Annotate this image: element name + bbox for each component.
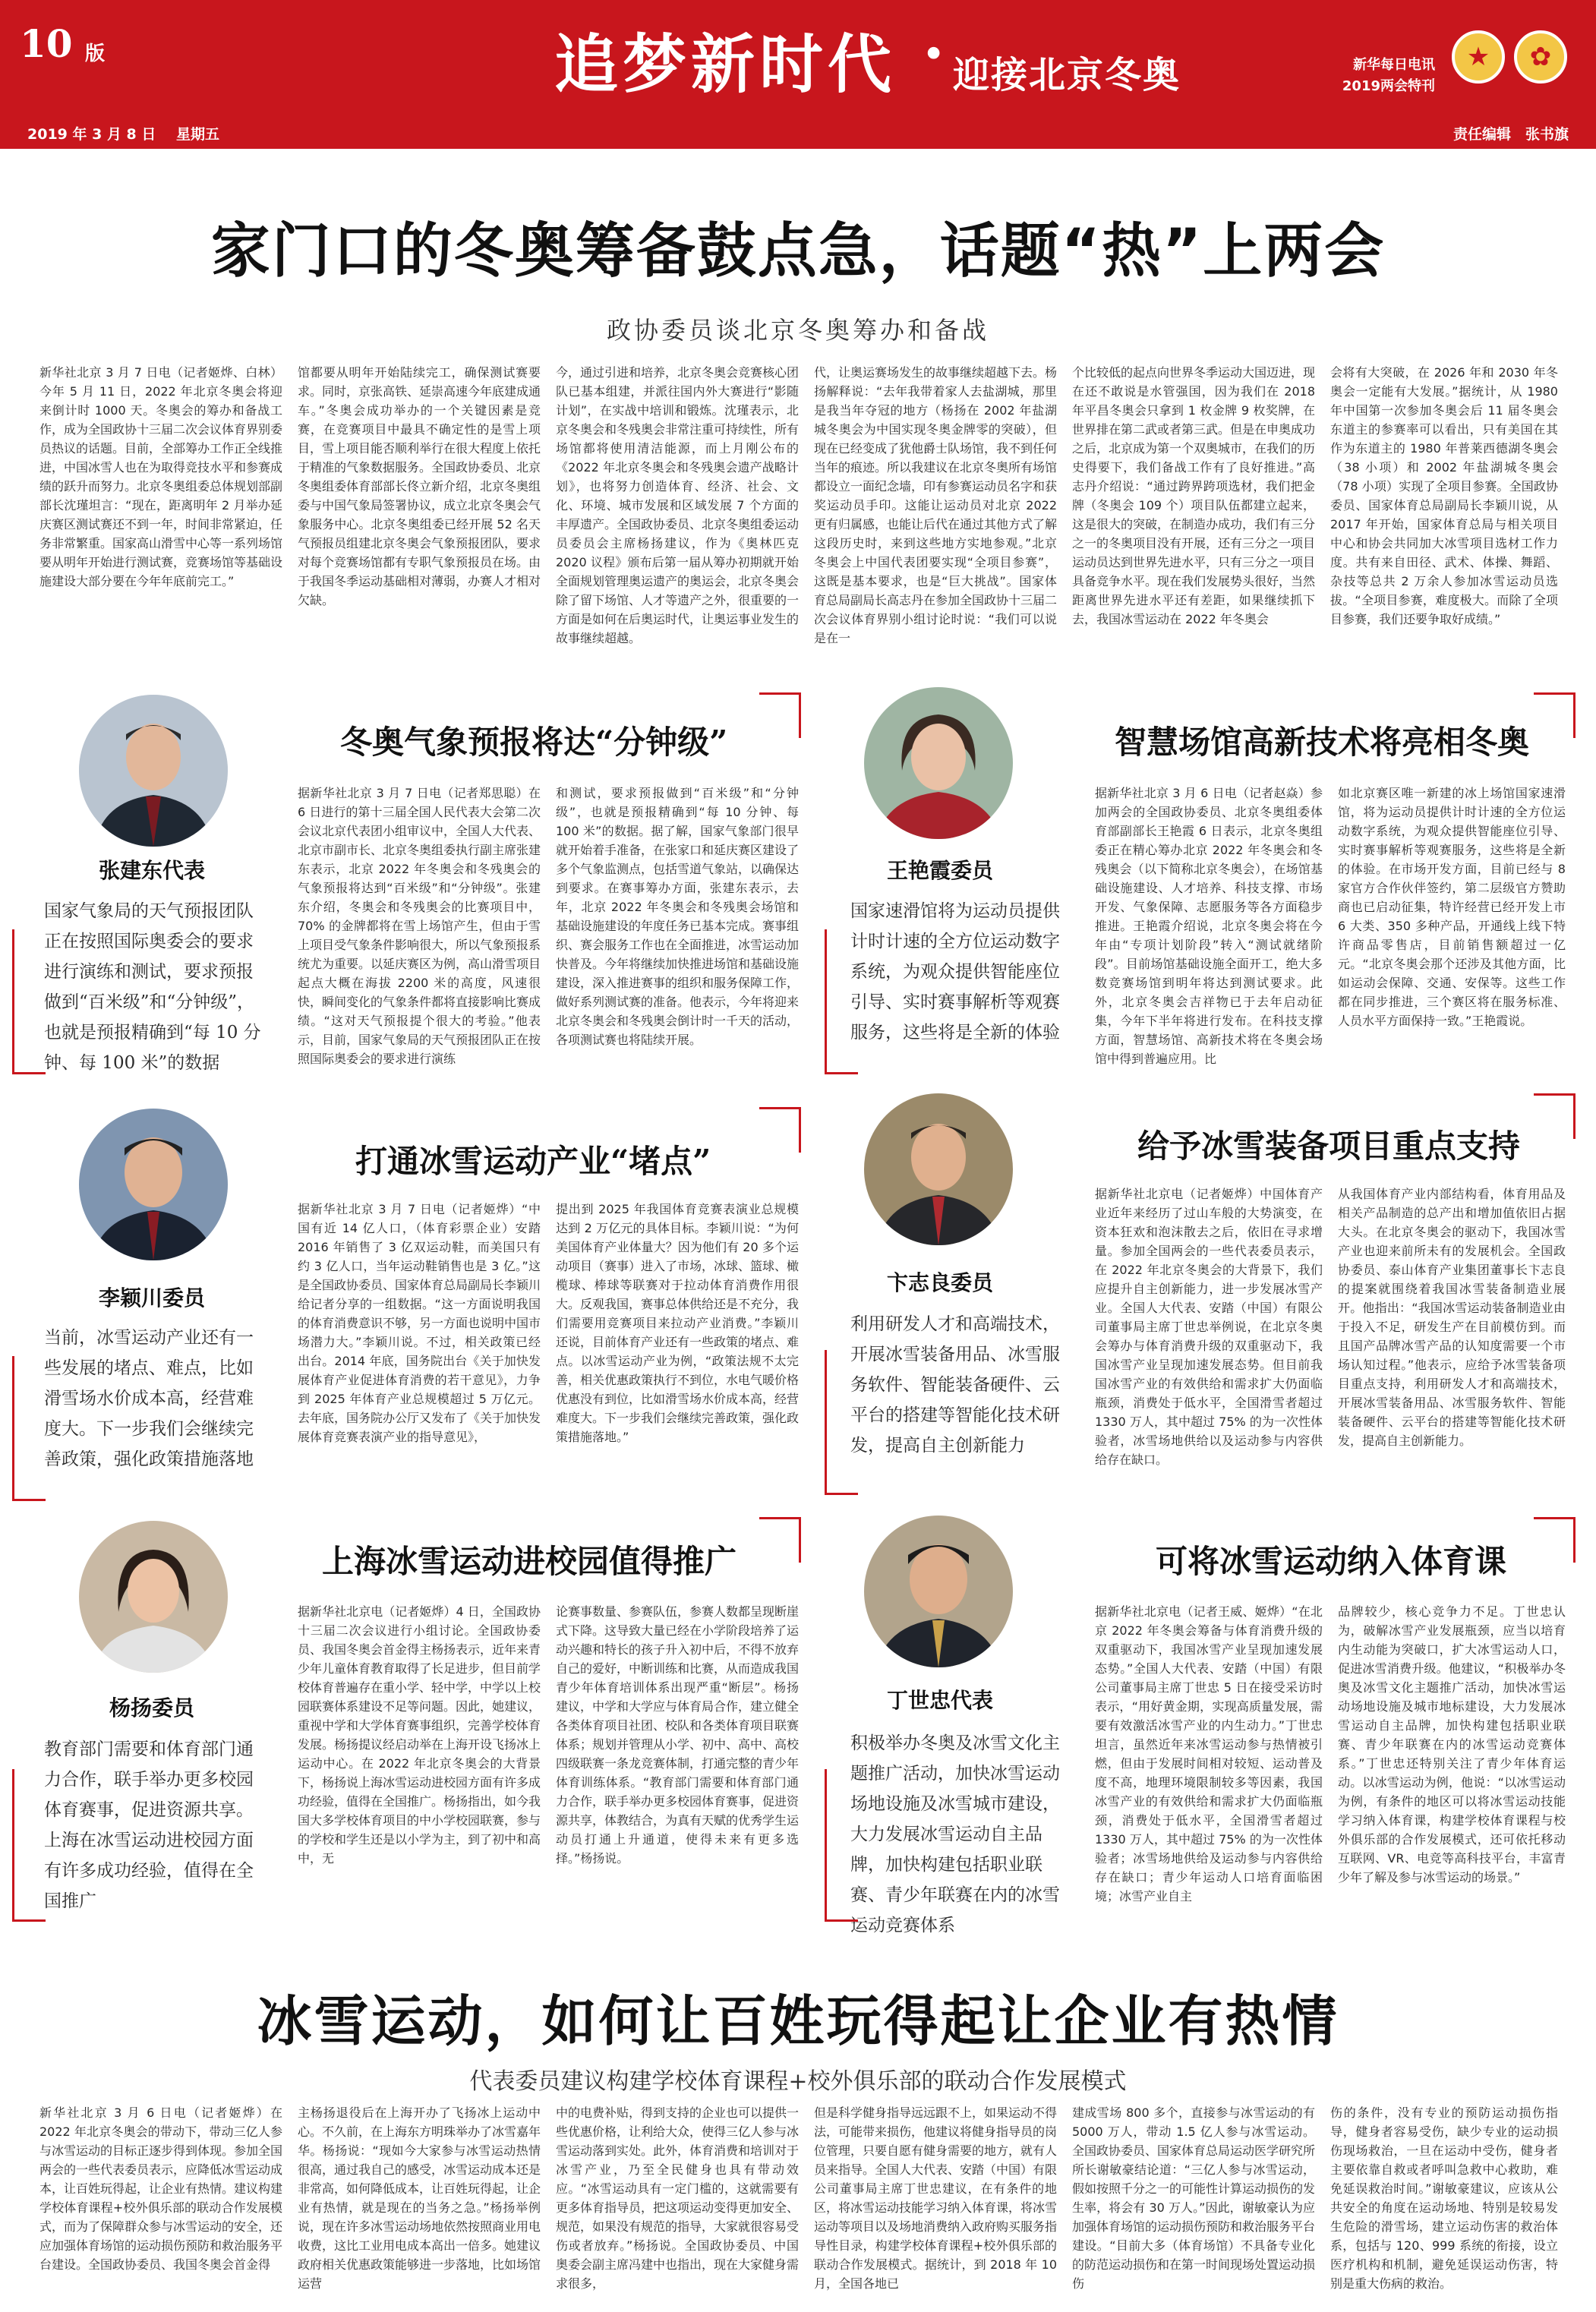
dateline-bar [0,114,1596,149]
person-caption: 李颖川委员 [98,1285,205,1311]
section-title: 冬奥气象预报将达“分钟级” [340,724,728,761]
main-column: 个比较低的起点向世界冬季运动大国迈进，现在还不敢说是水管强国，因为我们在 2018 年平昌冬奥会只拿到 1 枚金牌 9 枚奖牌，在世界排在第二武或者第三武。但是在申奥成功之后，北京成为第一个双奥城市，在我们的历史得要下，我们备战工作有了良好推进。”高志丹介绍说：“通过跨界跨项选材，我们把金牌（冬奥会 109 个）项目队伍都建立起来，这是很大的突破，在制造办成功，我们有三分之一的冬奥项目没有开展，还有三分之一项目运动员达到世界先进水平，只有三分之一项目具备竞争水平。现在我们发展势头很好，当然距离世界先进水平还有差距，如果继续抓下去，我国冰雪运动在 2022 年冬奥会 [1072,365,1315,626]
bottom-column: 主杨扬退役后在上海开办了飞扬冰上运动中心。不久前，在上海东方明珠举办了冰雪嘉年华。杨扬说：“现如今大家参与冰雪运动热情很高，通过我自己的感受，冰雪运动成本还是非常高，如何降低成本，让百姓玩得起，让企业有热情，就是现在的当务之急。”杨扬举例说，现在许多冰雪运动场地依然按照商业用电收费，这比工业用电成本高出一倍多。她建议政府相关优惠政策能够进一步落地，比如场馆运营 [298,2105,541,2291]
page-number: 10 [20,21,73,66]
pull-quote: 国家速滑馆将为运动员提供计时计速的全方位运动数字系统，为观众提供智能座位引导、实时赛事解析等观赛服务，这些将是全新的体验 [850,901,1060,1042]
main-headline: 家门口的冬奥筹备鼓点急，话题“热”上两会 [210,217,1386,285]
section-column: 据新华社北京 3 月 6 日电（记者赵焱）参加两会的全国政协委员、北京冬奥组委体育部副部长王艳霞 6 日表示，北京冬奥组委正在精心筹办北京 2022 年冬奥会和冬残奥会（以下简称北京冬奥会），在场馆基础设施建设、人才培养、科技支撑、市场开发、气象保障、志愿服务等各方面稳步推进。王艳霞介绍说，北京冬奥会将在今年由“专项计划阶段”转入“测试就绪阶段”。目前场馆基础设施全面开工，绝大多数竞赛场馆到明年将达到测试要求。此外，北京冬奥会吉祥物已于去年启动征集，今年下半年将进行发布。在科技支撑方面，智慧场馆、高新技术将在冬奥会场馆中得到普遍应用。比 [1095,786,1323,1066]
issue-weekday: 星期五 [176,126,220,143]
main-column: 代，让奥运赛场发生的故事继续超越下去。杨扬解释说：“去年我带着家人去盐湖城，那里是我当年夺冠的地方（杨扬在 2002 年盐湖城冬奥会为中国实现冬奥金牌零的突破），但现在已经变成了犹他爵士队场馆，我不到任何当年的痕迹。所以我建议在北京冬奥所有场馆都设立一面纪念墙，印有参赛运动员名字和获奖运动员手印。这能让运动员对北京 2022 更有归属感，也能让后代在通过其他方式了解这段历史时，来到这些地方实地参观。”北京冬奥会上中国代表团要实现“全项目参赛”，这既是基本要求，也是“巨大挑战”。国家体育总局副局长高志丹在参加全国政协十三届二次会议体育界别小组讨论时说：“我们可以说是在一 [814,365,1057,645]
section-column: 从我国体育产业内部结构看，体育用品及相关产品制造的总产出和增加值依旧占据大头。在北京冬奥会的驱动下，我国冰雪产业也迎来前所未有的发展机会。全国政协委员、泰山体育产业集团董事长卞志良的提案就围绕着我国冰雪装备制造业展开。他指出：“我国冰雪运动装备制造业由于投入不足，研发生产在目前模仿到。而且国产品牌冰雪产品的认知度需要一个市场认知过程。”他表示，应给予冰雪装备项目重点支持，利用研发人才和高端技术，开展冰雪装备用品、冰雪服务软件、智能装备硬件、云平台的搭建等智能化技术研发，提高自主创新能力。 [1338,1187,1566,1448]
accent-rule [1573,1517,1575,1563]
section-column: 据新华社北京电（记者姬烨）4 日，全国政协十三届二次会议进行小组讨论。全国政协委员、我国冬奥会首金得主杨扬表示，近年来青少年儿童体育教育取得了长足进步，但目前学校体育普遍存在重小学、轻中学，中学以上校园联赛体系建设不足等问题。因此，她建议，重视中学和大学体育赛事组织，完善学校体育发展。杨扬提议经启动举在上海开设飞扬冰上运动中心。在 2022 年北京冬奥会的大背景下，杨扬说上海冰雪运动进校园方面有许多成功经验，值得在全国推广。杨扬指出，如今我国大多学校体育项目的中小学校园联赛，参与的学校和学生还是以小学为主，到了初中和高中，无 [298,1604,541,1866]
accent-bar [825,1493,858,1495]
section-column: 如北京赛区唯一新建的冰上场馆国家速滑馆，将为运动员提供计时计速的全方位运动数字系统，为观众提供智能座位引导、实时赛事解析等观赛服务，这些将是全新的体验。在市场开发方面，目前已经与 8 家官方合作伙伴签约，第二层级官方赞助商也已启动征集，特许经营已经开发上市 6 大类、350 多种产品，开通线上线下特许商品零售店，目前销售额超过一亿元。“北京冬奥会那个还涉及其他方面，比如运动会保障、交通、安保等。这些工作都在同步推进，三个赛区将在服务标准、人员水平方面保持一致。”王艳霞说。 [1338,786,1566,1028]
section-title: 智慧场馆高新技术将亮相冬奥 [1115,724,1530,761]
ding-shizhong-photo [864,1516,1013,1667]
accent-bar [1534,692,1575,695]
wang-yanxia-photo [864,687,1013,839]
accent-bar [759,1107,801,1109]
section-column: 据新华社北京 3 月 7 日电（记者姬烨）“中国有近 14 亿人口，（体育彩票企业）安踏 2016 年销售了 3 亿双运动鞋，而美国只有约 3 亿人口，当年运动鞋销售也是 3 亿。”这是全国政协委员、国家体育总局副局长李颖川给记者分享的一组数据。“这一方面说明我国的体育消费意识不够，另一方面也说明中国市场潜力大。”李颖川说。不过，相关政策已经出台。2014 年底，国务院出台《关于加快发展体育产业促进体育消费的若干意见》，力争到 2025 年体育产业总规模超过 5 万亿元。去年底，国务院办公厅又发布了《关于加快发展体育竞赛表演产业的指导意见》， [298,1202,541,1444]
bian-zhiliang-photo [864,1093,1013,1245]
section-column: 品牌较少，核心竞争力不足。丁世忠认为，破解冰雪产业发展瓶颈，应当以培育内生动能为突破口，扩大冰雪运动人口，促进冰雪消费升级。他建议，“积极举办冬奥及冰雪文化主题推广活动，加快冰雪运动场地设施及城市地标建设，大力发展冰雪运动自主品牌，加快构建包括职业联赛、青少年联赛在内的冰雪运动竞赛体系。”丁世忠还特别关注了青少年体育运动。以冰雪运动为例，他说：“以冰雪运动为例，有条件的地区可以将冰雪运动技能学习纳入体育课，构建学校体育课程与校外俱乐部的合作发展模式，还可依托移动互联网、VR、电竞等高科技平台，丰富青少年了解及参与冰雪运动的场景。” [1338,1604,1566,1885]
yang-yang-photo [79,1521,228,1673]
accent-rule [799,1517,801,1563]
main-subhead: 政协委员谈北京冬奥筹办和备战 [606,316,989,345]
person-caption: 张建东代表 [98,858,205,883]
accent-bar [12,1919,46,1922]
accent-rule [825,929,827,1074]
brand-line-2: 2019两会特刊 [1342,78,1435,94]
editor-credit: 责任编辑 张书旗 [1452,126,1569,143]
masthead-title: 追梦新时代 [554,27,897,102]
main-column: 新华社北京 3 月 7 日电（记者姬烨、白林）今年 5 月 11 日，2022 年北京冬奥会将迎来倒计时 1000 天。冬奥会的筹办和备战工作，成为全国政协十三届二次会议体育界别委员热议的话题。目前，全部筹办工作正全线推进，中国冰雪人也在为取得竞技水平和参赛成绩的跃升而努力。北京冬奥组委总体规划部副部长沈瑾坦言：“现在，距离明年 2 月举办延庆赛区测试赛还不到一年，时间非常紧迫，任务非常繁重。国家高山滑雪中心等一系列场馆要从明年开始进行测试赛，竞赛场馆等基础设施建设大部分要在今年年底前完工。” [39,365,282,588]
page-unit: 版 [85,43,106,65]
zhang-jiandong-photo [79,695,228,847]
pull-quote: 当前，冰雪运动产业还有一些发展的堵点、难点，比如滑雪场水价成本高，经营难度大。下一步我们会继续完善政策，强化政策措施落地 [44,1328,254,1469]
person-caption: 杨扬委员 [109,1695,194,1721]
accent-bar [759,692,801,695]
issue-date: 2019 年 3 月 8 日 [27,126,156,143]
accent-rule [825,1769,827,1921]
main-column: 会将有大突破，在 2026 年和 2030 年冬奥会一定能有大发展。”据统计，从 1980 年中国第一次参加冬奥会后 11 届冬奥会东道主的参赛率可以看出，只有美国在其作为东道主的 1980 年普莱西德湖冬奥会（38 小项）和 2002 年盐湖城冬奥会（78 小项）实现了全项目参赛。全国政协委员、国家体育总局副局长李颖川说，从 2017 年开始，国家体育总局与相关项目中心和协会共同加大冰雪项目选材工作力度。共有来自田径、武术、体操、舞蹈、杂技等总共 2 万余人参加冰雪运动员选拔。“全项目参赛，难度极大。而除了全项目参赛，我们还要争取好成绩。” [1330,365,1558,626]
section-column: 论赛事数量、参赛队伍，参赛人数都呈现断崖式下降。这导致大量已经在小学阶段培养了运动兴趣和特长的孩子升入初中后，不得不放弃自己的爱好，中断训练和比赛，从而造成我国青少年体育培训体系出现严重“断层”。杨扬建议，中学和大学应与体育局合作，建立健全各类体育项目社团、校队和各类体育项目联赛体系；规划并管理从小学、初中、高中、高校四级联赛一条龙竞赛体制，打通完整的青少年体育训练体系。“教育部门需要和体育部门通力合作，联手举办更多校园体育赛事，促进资源共享，体教结合，为真有天赋的优秀学生运动员打通上升通道，使得未来有更多选择。”杨扬说。 [556,1604,799,1866]
bottom-column: 新华社北京 3 月 6 日电（记者姬烨）在 2022 年北京冬奥会的带动下，带动三亿人参与冰雪运动的目标正逐步得到体现。参加全国两会的一些代表委员表示，应降低冰雪运动成本，让百姓玩得起，让企业有热情。建议构建学校体育课程+校外俱乐部的联动合作发展模式，而为了保障群众参与冰雪运动的安全，还应加强体育场馆的运动损伤预防和救治服务平台建设。全国政协委员、我国冬奥会首金得 [39,2105,282,2272]
pull-quote: 利用研发人才和高端技术，开展冰雪装备用品、冰雪服务软件、智能装备硬件、云平台的搭建等智能化技术研发，提高自主创新能力 [850,1314,1060,1456]
section-title: 给予冰雪装备项目重点支持 [1137,1128,1521,1165]
accent-rule [12,929,14,1074]
accent-bar [825,1072,858,1074]
bottom-subhead: 代表委员建议构建学校体育课程+校外俱乐部的联动合作发展模式 [469,2068,1127,2095]
main-column: 馆都要从明年开始陆续完工，确保测试赛要求。同时，京张高铁、延崇高速今年底建成通车。”冬奥会成功举办的一个关键因素是竞赛，在竞赛项目中最具不确定性的是雪上项目，雪上项目能否顺利举行在很大程度上依托于精准的气象数据服务。全国政协委员、北京冬奥组委体育部部长佟立新介绍，北京冬奥组委与中国气象局签署协议，成立北京冬奥会气象服务中心。北京冬奥组委已经开展 52 名天气预报员组建北京冬奥会气象预报团队，要求对每个竞赛场馆都有专职气象预报员在场。由于我国冬季运动基础相对薄弱，办赛人才相对欠缺。 [298,365,541,607]
accent-bar [759,1517,801,1519]
accent-bar [12,1499,46,1501]
bottom-column: 中的电费补贴，得到支持的企业也可以提供一些优惠价格，让利给大众，使得三亿人参与冰雪运动落到实处。此外，体育消费和培训对于冰雪产业，乃至全民健身也具有带动效应。“冰雪运动具有一定门槛的，这就需要有更多体育指导员，把这项运动变得更加安全、规范，如果没有规范的指导，大家就很容易受伤或者放弃。”杨扬说。全国政协委员、中国奥委会副主席冯建中也指出，现在大家健身需求很多， [556,2105,799,2291]
accent-rule [12,1356,14,1500]
section-column: 提出到 2025 年我国体育竞赛表演业总规模达到 2 万亿元的具体目标。李颖川说：“为何美国体育产业体量大？因为他们有 20 多个运动项目（赛事）进入了市场，冰球、篮球、橄榄球、棒球等联赛对于拉动体育消费作用很大。反观我国，赛事总体供给还是不充分，我们需要用竞赛项目来拉动产业消费。”李颖川还说，目前体育产业还有一些政策的堵点、难点。以冰雪运动产业为例，“政策法规不太完善，相关优惠政策执行不到位，水电气暖价格优惠没有到位，比如滑雪场水价成本高，经营难度大。下一步我们会继续完善政策，强化政策措施落地。” [556,1202,799,1444]
section-column: 据新华社北京 3 月 7 日电（记者郑思聪）在 6 日进行的第十三届全国人民代表大会第二次会议北京代表团小组审议中，全国人大代表、北京市副市长、北京冬奥组委执行副主席张建东表示，北京 2022 年冬奥会和冬残奥会的气象预报将达到“百米级”和“分钟级”。张建东介绍，冬奥会和冬残奥会的比赛项目中，70% 的金牌都将在雪上场馆产生，但由于雪上项目受气象条件影响很大，所以气象预报系统尤为重要。以延庆赛区为例，高山滑雪项目起点大概在海拔 2200 米的高度，风速很快，瞬间变化的气象条件都将直接影响比赛成绩。“这对天气预报提个很大的考验。”他表示，目前，国家气象局的天气预报团队正在按照国际奥委会的要求进行演练 [298,786,541,1066]
accent-bar [12,1072,46,1074]
main-column: 今，通过引进和培养，北京冬奥会竞赛核心团队已基本组建，并派往国内外大赛进行“影随计划”，在实战中培训和锻炼。沈瑾表示，北京冬奥会和冬残奥会非常注重可持续性，所有场馆都将使用清洁能源，而上月刚公布的《2022 年北京冬奥会和冬残奥会遗产战略计划》，也将努力创造体育、经济、社会、文化、环境、城市发展和区域发展 7 个方面的丰厚遗产。全国政协委员、北京冬奥组委运动员委员会主席杨扬建议，作为《奥林匹克 2020 议程》颁布后第一届从筹办初期就开始全面规划管理奥运遗产的奥运会，北京冬奥会除了留下场馆、人才等遗产之外，很重要的一方面是如何在后奥运时代，让奥运事业发生的故事继续超越。 [556,365,799,645]
section-column: 据新华社北京电（记者王威、姬烨）“在北京 2022 年冬奥会筹备与体育消费升级的双重驱动下，我国冰雪产业呈现加速发展态势。”全国人大代表、安踏（中国）有限公司董事局主席丁世忠 5 日在接受采访时表示，“用好黄金期，实现高质量发展，需要有效激活冰雪产业的内生动力。”丁世忠坦言，虽然近年来冰雪运动参与热情被引燃，但由于发展时间相对较短、运动普及度不高，地理环境限制较多等因素，我国冰雪产业的有效供给和需求扩大仍面临瓶颈，消费处于低水平，全国滑雪者超过 1330 万人，其中超过 75% 的为一次性体验者；冰雪场地供给及运动参与内容供给存在缺口；青少年运动人口培育面临困境；冰雪产业自主 [1095,1604,1323,1904]
masthead-separator: · [923,15,945,90]
pull-quote: 积极举办冬奥及冰雪文化主题推广活动，加快冰雪运动场地设施及冰雪城市建设，大力发展冰雪运动自主品牌，加快构建包括职业联赛、青少年联赛在内的冰雪运动竞赛体系 [850,1733,1060,1935]
li-yingchuan-photo [79,1109,228,1260]
cppcc-emblem-icon: ✿ [1514,30,1567,84]
accent-rule [12,1769,14,1921]
accent-bar [1534,1093,1575,1096]
section-title: 上海冰雪运动进校园值得推广 [322,1543,737,1580]
masthead-subtitle: 迎接北京冬奥 [953,54,1181,96]
person-caption: 王艳霞委员 [886,858,993,883]
pull-quote: 国家气象局的天气预报团队正在按照国际奥委会的要求进行演练和测试，要求预报做到“百米级”和“分钟级”，也就是预报精确到“每 10 分钟、每 100 米”的数据 [44,901,261,1073]
section-column: 据新华社北京电（记者姬烨）中国体育产业近年来经历了过山车般的大势演变，在资本狂欢和泡沫散去之后，依旧在寻求增量。参加全国两会的一些代表委员表示，在 2022 年北京冬奥会的大背景下，我们应提升自主创新能力，进一步发展冰雪产业。全国人大代表、安踏（中国）有限公司董事局主席丁世忠举例说，在北京冬奥会筹办与体育消费升级的双重驱动下，我国冰雪产业呈现加速发展态势。但目前我国冰雪产业的有效供给和需求扩大仍面临瓶颈，消费处于低水平，全国滑雪者超过 1330 万人，其中超过 75% 的为一次性体验者，冰雪场地供给以及运动参与内容供给存在缺口。 [1095,1187,1323,1467]
bottom-column: 伤的条件，没有专业的预防运动损伤指导，健身者容易受伤，缺少专业的运动损伤现场救治，一旦在运动中受伤，健身者主要依靠自救或者呼叫急救中心救助，难免延误救治时间。”谢敏豪建议，应该从公共安全的角度在运动场地、特别是较易发生危险的滑雪场，建立运动伤害的救治体系，包括与 120、999 系统的衔接，设立医疗机构和机制，避免延误运动伤害，特别是重大伤病的救治。 [1330,2105,1558,2291]
bottom-column: 但是科学健身指导远远跟不上，如果运动不得法，可能带来损伤，他建议将健身指导员的岗位管理，只要自愿有健身需要的地方，就有人员来指导。全国人大代表、安踏（中国）有限公司董事局主席丁世忠建议，在有条件的地区，将冰雪运动技能学习纳入体育课，将冰雪运动等项目以及场地消费纳入政府购买服务指导性目录，构建学校体育课程+校外俱乐部的联动合作发展模式。据统计，到 2018 年 10 月，全国各地已 [814,2105,1057,2291]
accent-rule [799,1107,801,1153]
bottom-headline: 冰雪运动，如何让百姓玩得起让企业有热情 [257,1989,1339,2053]
pull-quote: 教育部门需要和体育部门通力合作，联手举办更多校园体育赛事，促进资源共享。上海在冰雪运动进校园方面有许多成功经验，值得在全国推广 [44,1740,254,1911]
section-title: 可将冰雪运动纳入体育课 [1156,1543,1507,1580]
national-emblem-icon: ★ [1452,30,1505,84]
accent-bar [1534,1517,1575,1519]
accent-rule [1573,692,1575,738]
section-title: 打通冰雪运动产业“堵点” [355,1143,711,1180]
accent-rule [1573,1093,1575,1139]
person-caption: 丁世忠代表 [886,1688,993,1713]
brand-line-1: 新华每日电讯 [1353,57,1435,73]
section-column: 和测试，要求预报做到“百米级”和“分钟级”，也就是预报精确到“每 10 分钟、每 100 米”的数据。据了解，国家气象部门很早就开始着手准备，在张家口和延庆赛区建设了多个气象监测点，包括雪道气象站，以确保达到要求。在赛事筹办方面，张建东表示，去年，北京 2022 年冬奥会和冬残奥会场馆和基础设施建设的年度任务已基本完成。赛事组织、赛会服务工作也在全面推进，冰雪运动加快普及。今年将继续加快推进场馆和基础设施建设，深入推进赛事的组织和服务保障工作，做好系列测试赛的准备。他表示，今年将迎来北京冬奥会和冬残奥会倒计时一千天的活动，各项测试赛也将陆续开展。 [556,786,799,1047]
accent-rule [825,1350,827,1494]
accent-bar [825,1919,858,1922]
person-caption: 卞志良委员 [886,1270,993,1295]
accent-rule [799,692,801,738]
bottom-column: 建成雪场 800 多个，直接参与冰雪运动的有 5000 万人，带动 1.5 亿人参与冰雪运动。全国政协委员、国家体育总局运动医学研究所所长谢敏豪结论道：“三亿人参与冰雪运动，假如按照千分之一的可能性计算运动损伤的发生率，将会有 30 万人。”因此，谢敏豪认为应加强体育场馆的运动损伤预防和救治服务平台建设。“目前大多（体育场馆）不具备专业化的防范运动损伤和在第一时间现场处置运动损伤 [1072,2105,1315,2291]
